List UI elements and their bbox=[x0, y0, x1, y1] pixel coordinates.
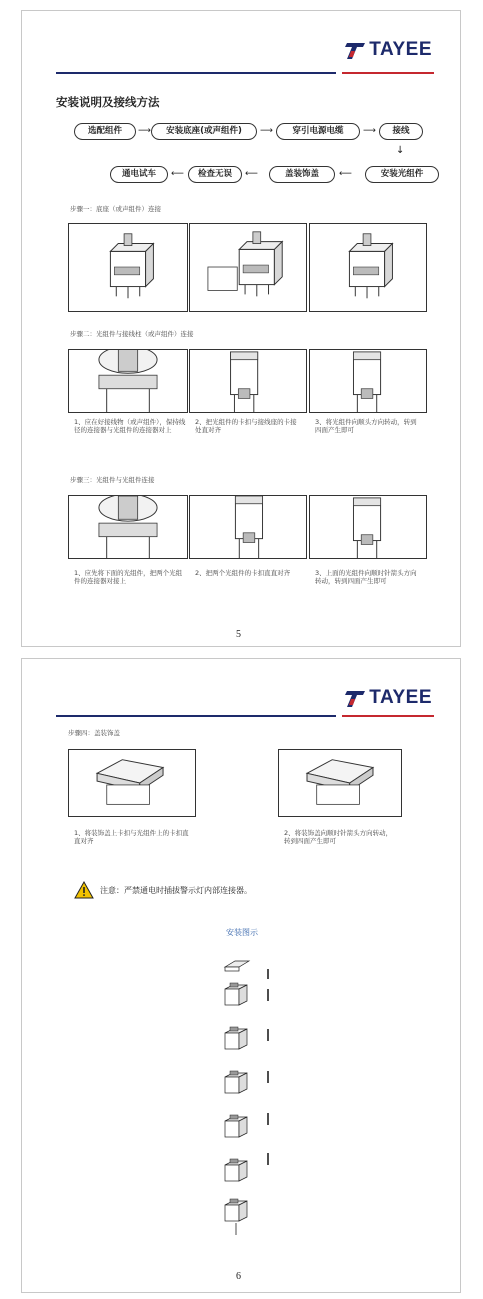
step1-photo-1 bbox=[68, 223, 188, 312]
warning-text: 注意：严禁通电时插拔警示灯内部连接器。 bbox=[100, 885, 252, 895]
step1-label: 步骤一：底座（或声组件）连接 bbox=[70, 205, 161, 213]
step2-caption-2: 2、把光组件的卡扣与接线座的卡接处直对齐 bbox=[195, 418, 297, 434]
step4-caption-2: 2、将装饰盖向顺时针箭头方向转动，转到四面产生即可 bbox=[284, 829, 393, 845]
arrow-left-icon: ⟵ bbox=[339, 169, 352, 179]
arrow-right-icon: ⟶ bbox=[260, 126, 273, 136]
step2-caption-3: 3、将光组件向顺头方向转动，转到四面产生即可 bbox=[315, 418, 417, 434]
arrow-down-icon: ↓ bbox=[396, 145, 405, 156]
warning-notice bbox=[74, 881, 252, 899]
step3-photo-2 bbox=[189, 495, 307, 559]
step1-photo-2 bbox=[189, 223, 307, 312]
step3-photo-3 bbox=[309, 495, 427, 559]
tayee-logo-icon bbox=[344, 687, 366, 709]
page-title: 安装说明及接线方法 bbox=[56, 95, 160, 109]
flow-step-2: 安装底座(或声组件) bbox=[151, 123, 257, 140]
warning-icon bbox=[74, 881, 94, 899]
arrow-right-icon: ⟶ bbox=[138, 126, 151, 136]
header-rule-blue bbox=[56, 715, 336, 717]
brand-name: TAYEE bbox=[369, 39, 432, 60]
step3-caption-3: 3、上面的光组件向顺时针箭头方向转动，转到四面产生即可 bbox=[315, 569, 417, 585]
brand-name: TAYEE bbox=[369, 687, 432, 708]
flow-step-7: 检查无误 bbox=[188, 166, 242, 183]
step2-photo-2 bbox=[189, 349, 307, 413]
step3-caption-2: 2、把两个光组件的卡扣直直对齐 bbox=[195, 569, 291, 577]
manual-page-5 bbox=[21, 10, 461, 647]
step2-label: 步骤二：光组件与接线柱（或声组件）连接 bbox=[70, 330, 194, 338]
flow-step-4: 接线 bbox=[379, 123, 423, 140]
arrow-left-icon: ⟵ bbox=[245, 169, 258, 179]
flow-step-1: 选配组件 bbox=[74, 123, 136, 140]
flow-step-8: 通电试车 bbox=[110, 166, 168, 183]
step2-photo-1 bbox=[68, 349, 188, 413]
step2-photo-3 bbox=[309, 349, 427, 413]
arrow-right-icon: ⟶ bbox=[363, 126, 376, 136]
header-rule-red bbox=[342, 72, 434, 74]
flow-step-6: 盖装饰盖 bbox=[269, 166, 335, 183]
step2-caption-1: 1、应在好接线物（或声组件），保持线径的连接器与光组件的连接器对上 bbox=[74, 418, 186, 434]
step4-photo-2 bbox=[278, 749, 402, 817]
step3-caption-1: 1、应先将下面的光组件，把两个光组件的连接器对接上 bbox=[74, 569, 183, 585]
step1-photo-3 bbox=[309, 223, 427, 312]
arrow-left-icon: ⟵ bbox=[171, 169, 184, 179]
page-number: 6 bbox=[236, 1271, 241, 1282]
install-diagram-title: 安装图示 bbox=[226, 928, 258, 937]
header-rule-blue bbox=[56, 72, 336, 74]
step4-photo-1 bbox=[68, 749, 196, 817]
step3-photo-1 bbox=[68, 495, 188, 559]
tayee-logo-icon bbox=[344, 39, 366, 61]
install-stack-diagram bbox=[212, 957, 282, 1247]
step3-label: 步骤三：光组件与光组件连接 bbox=[70, 476, 155, 484]
tayee-logo bbox=[344, 687, 432, 709]
flow-step-3: 穿引电源电缆 bbox=[276, 123, 360, 140]
step4-caption-1: 1、将装饰盖上卡扣与光组件上的卡扣直直对齐 bbox=[74, 829, 189, 845]
flow-step-5: 安装光组件 bbox=[365, 166, 439, 183]
tayee-logo bbox=[344, 39, 432, 61]
header-rule-red bbox=[342, 715, 434, 717]
page-number: 5 bbox=[236, 629, 241, 640]
manual-page-6 bbox=[21, 658, 461, 1293]
step4-label: 步骤四：盖装饰盖 bbox=[68, 729, 120, 737]
